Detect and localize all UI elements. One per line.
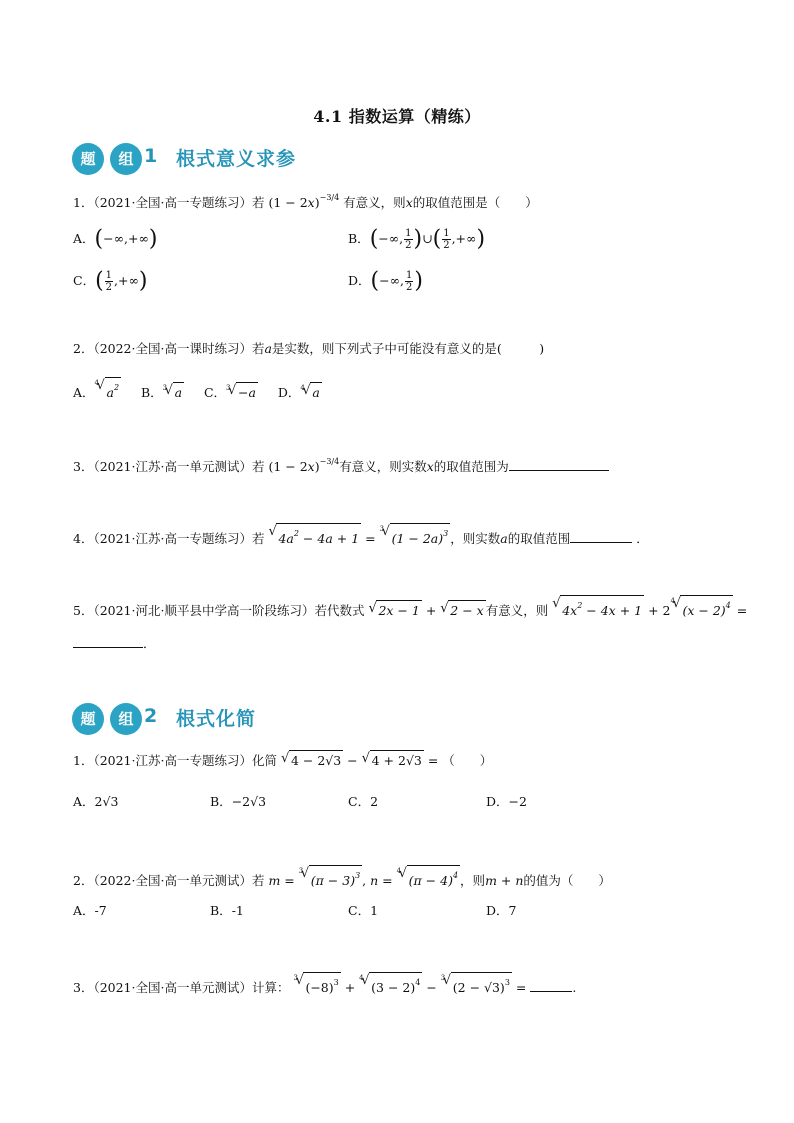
group-badge-ti: 题 <box>72 143 104 175</box>
option-a[interactable]: A．(−∞,+∞) <box>73 226 158 252</box>
question-text: （ ） <box>442 753 493 768</box>
question-text: 有意义，则 <box>485 603 549 618</box>
group-badge-zu: 组 <box>110 703 142 735</box>
option-a[interactable]: A．2√3 <box>73 794 119 809</box>
question-text: ，则实数 <box>450 531 501 546</box>
question-text: ，则 <box>460 873 486 888</box>
question-text: 是实数，则下列式子中可能没有意义的是( ) <box>271 341 545 356</box>
page-title: 4.1 指数运算（精练） <box>313 107 481 126</box>
option-d[interactable]: D．(−∞, $\frac{1}{2}$ ) <box>348 268 423 294</box>
question-text: 1．（2021·江苏·高一专题练习）化简 <box>73 753 277 768</box>
group-badge-zu: 组 <box>110 143 142 175</box>
question-2-3: 3．（2021·全国·高一单元测试）计算： √ 3 $(-8)^3$ + √ 4 $(3 - 2)^4$ − √ 3 $(2 - √3)^3$ = . <box>73 972 576 998</box>
group-title: 根式化简 <box>176 708 257 730</box>
option-b[interactable]: B．(−∞, $\frac{1}{2}$ )∪( $\frac{1}{2}$ ,+∞) <box>348 226 486 252</box>
question-2-1: 1．（2021·江苏·高一专题练习）化简 √ 4 − 2√3 − √ 4 + 2√3 = （ ） <box>73 750 492 771</box>
answer-blank[interactable] <box>509 470 609 471</box>
question-text: 有意义，则 <box>343 195 406 210</box>
option-b[interactable]: B． √ 3 a <box>141 385 184 400</box>
question-text: 5．（2021·河北·顺平县中学高一阶段练习）若代数式 <box>73 603 365 618</box>
question-text: 2．（2022·全国·高一单元测试）若 <box>73 873 265 888</box>
question-text: 的取值范围为 <box>433 459 509 474</box>
question-text: ． <box>636 531 649 546</box>
question-1-3: 3．（2021·江苏·高一单元测试）若 $(1 - 2x)^{-3/4}$有意义，则实数x的取值范围为 <box>73 452 609 477</box>
question-2-2: 2．（2022·全国·高一单元测试）若 m = √ 3 $(\pi - 3)^3$ , n = √ 4 $(\pi - 4)^4$ ，则m + n的值为（ ） <box>73 865 611 891</box>
question-text: . <box>572 980 577 995</box>
option-c[interactable]: C．( $\frac{1}{2}$ ,+∞) <box>73 268 148 294</box>
question-text: 的值为（ ） <box>523 873 611 888</box>
answer-line <box>73 634 156 654</box>
question-text: 4．（2021·江苏·高一专题练习）若 <box>73 531 265 546</box>
answer-blank[interactable] <box>530 991 572 992</box>
option-c[interactable]: C． √ 3 −a <box>204 385 258 400</box>
option-label: A． <box>73 231 95 246</box>
option-b[interactable]: B．-1 <box>210 903 244 918</box>
question-text: 3．（2021·全国·高一单元测试）计算： <box>73 980 290 995</box>
option-c[interactable]: C．2 <box>348 794 379 809</box>
option-d[interactable]: D．7 <box>486 903 517 918</box>
answer-blank[interactable] <box>73 647 143 648</box>
question-1-5: 5．（2021·河北·顺平县中学高一阶段练习）若代数式 √ 2x − 1 + √ 2 − x 有意义，则 √ $4x^2 - 4x + 1 + 2$ √ 4 $(x - 2)^4$ = <box>73 595 747 621</box>
question-text: ． <box>143 636 156 651</box>
option-a[interactable]: A．-7 <box>73 903 107 918</box>
group-header-1 <box>72 143 332 177</box>
option-c[interactable]: C．1 <box>348 903 379 918</box>
question-1-1: 1．（2021·全国·高一专题练习）若 $(1 - 2x)^{-3/4}$ 有意义，则x的取值范围是（ ） <box>73 193 538 210</box>
option-d[interactable]: D． √ 4 a <box>278 385 322 400</box>
option-b[interactable]: B．−2√3 <box>210 794 267 809</box>
question-text: 的取值范围 <box>507 531 571 546</box>
question-text: 的取值范围是（ ） <box>412 195 538 210</box>
group-title: 根式意义求参 <box>176 148 297 170</box>
question-text: 1．（2021·全国·高一专题练习）若 <box>73 195 265 210</box>
option-label: D． <box>348 273 371 288</box>
option-label: C． <box>73 273 96 288</box>
question-text: 2．（2022·全国·高一课时练习）若 <box>73 341 265 356</box>
group-number: 2 <box>144 705 158 727</box>
option-a[interactable]: A． √ 4 $a^2$ <box>73 385 121 400</box>
question-1-4: 4．（2021·江苏·高一专题练习）若 √ $4a^2 - 4a + 1$ = √ 3 $(1 - 2a)^3$ ，则实数a的取值范围 ． <box>73 523 649 549</box>
question-1-2: 2．（2022·全国·高一课时练习）若a是实数，则下列式子中可能没有意义的是( ) <box>73 341 545 356</box>
group-badge-ti: 题 <box>72 703 104 735</box>
option-label: B． <box>348 231 370 246</box>
question-text: 有意义，则实数 <box>339 459 427 474</box>
answer-blank[interactable] <box>570 542 632 543</box>
group-number: 1 <box>144 145 158 167</box>
options-row <box>73 377 322 403</box>
question-text: 3．（2021·江苏·高一单元测试）若 <box>73 459 265 474</box>
group-header-2 <box>72 703 332 737</box>
option-d[interactable]: D．−2 <box>486 794 527 809</box>
